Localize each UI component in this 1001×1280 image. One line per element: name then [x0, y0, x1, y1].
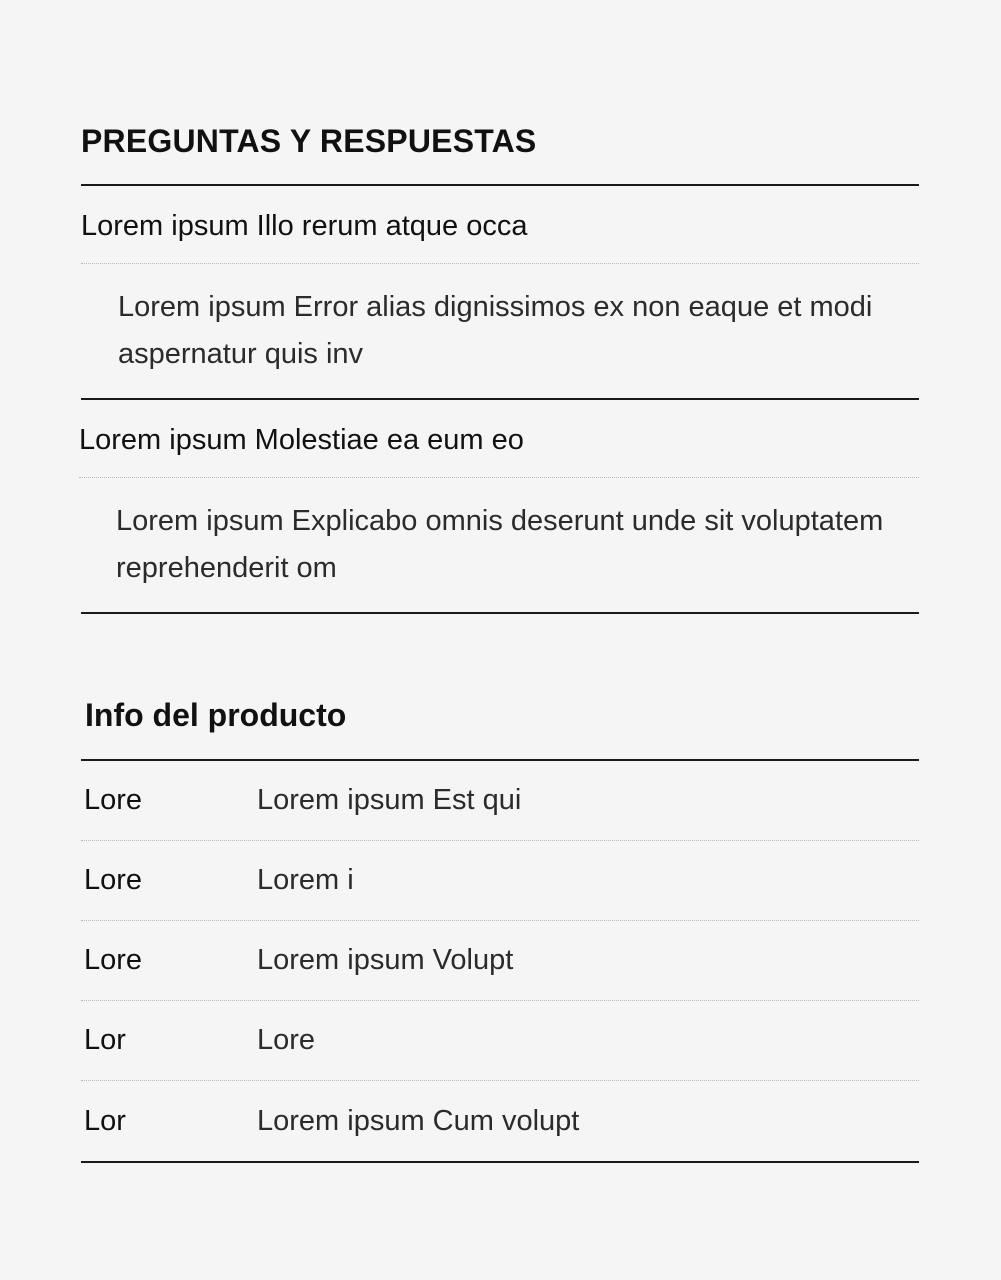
product-info-row [81, 1081, 919, 1161]
product-info-value: Lorem ipsum Volupt [257, 944, 514, 976]
product-info-row [81, 841, 919, 921]
faq-answer: Lorem ipsum Explicabo omnis deserunt unde sit voluptatem reprehenderit om [116, 505, 884, 584]
faq-question[interactable]: Lorem ipsum Molestiae ea eum eo [79, 400, 919, 478]
product-info-value: Lorem i [257, 864, 354, 896]
product-info-value: Lorem ipsum Cum volupt [257, 1104, 580, 1137]
product-info-key: Lor [84, 1024, 126, 1056]
product-info-key: Lore [84, 944, 143, 976]
faq-question[interactable]: Lorem ipsum Illo rerum atque occa [81, 186, 919, 264]
product-info-title: Info del producto [85, 697, 347, 733]
faq-item [81, 186, 919, 400]
product-info-key: Lor [84, 1104, 126, 1137]
product-info-key: Lore [84, 864, 143, 896]
faq-list [81, 184, 919, 614]
product-info-key: Lore [84, 784, 143, 816]
product-info-row [81, 1001, 919, 1081]
product-info-row [81, 761, 919, 841]
faq-title: PREGUNTAS Y RESPUESTAS [81, 123, 537, 159]
faq-answer: Lorem ipsum Error alias dignissimos ex non eaque et modi aspernatur quis inv [118, 291, 873, 370]
product-info-row [81, 921, 919, 1001]
product-info-value: Lorem ipsum Est qui [257, 784, 522, 816]
product-info-value: Lore [257, 1024, 316, 1056]
product-info-table [81, 759, 919, 1163]
faq-item [81, 400, 919, 614]
